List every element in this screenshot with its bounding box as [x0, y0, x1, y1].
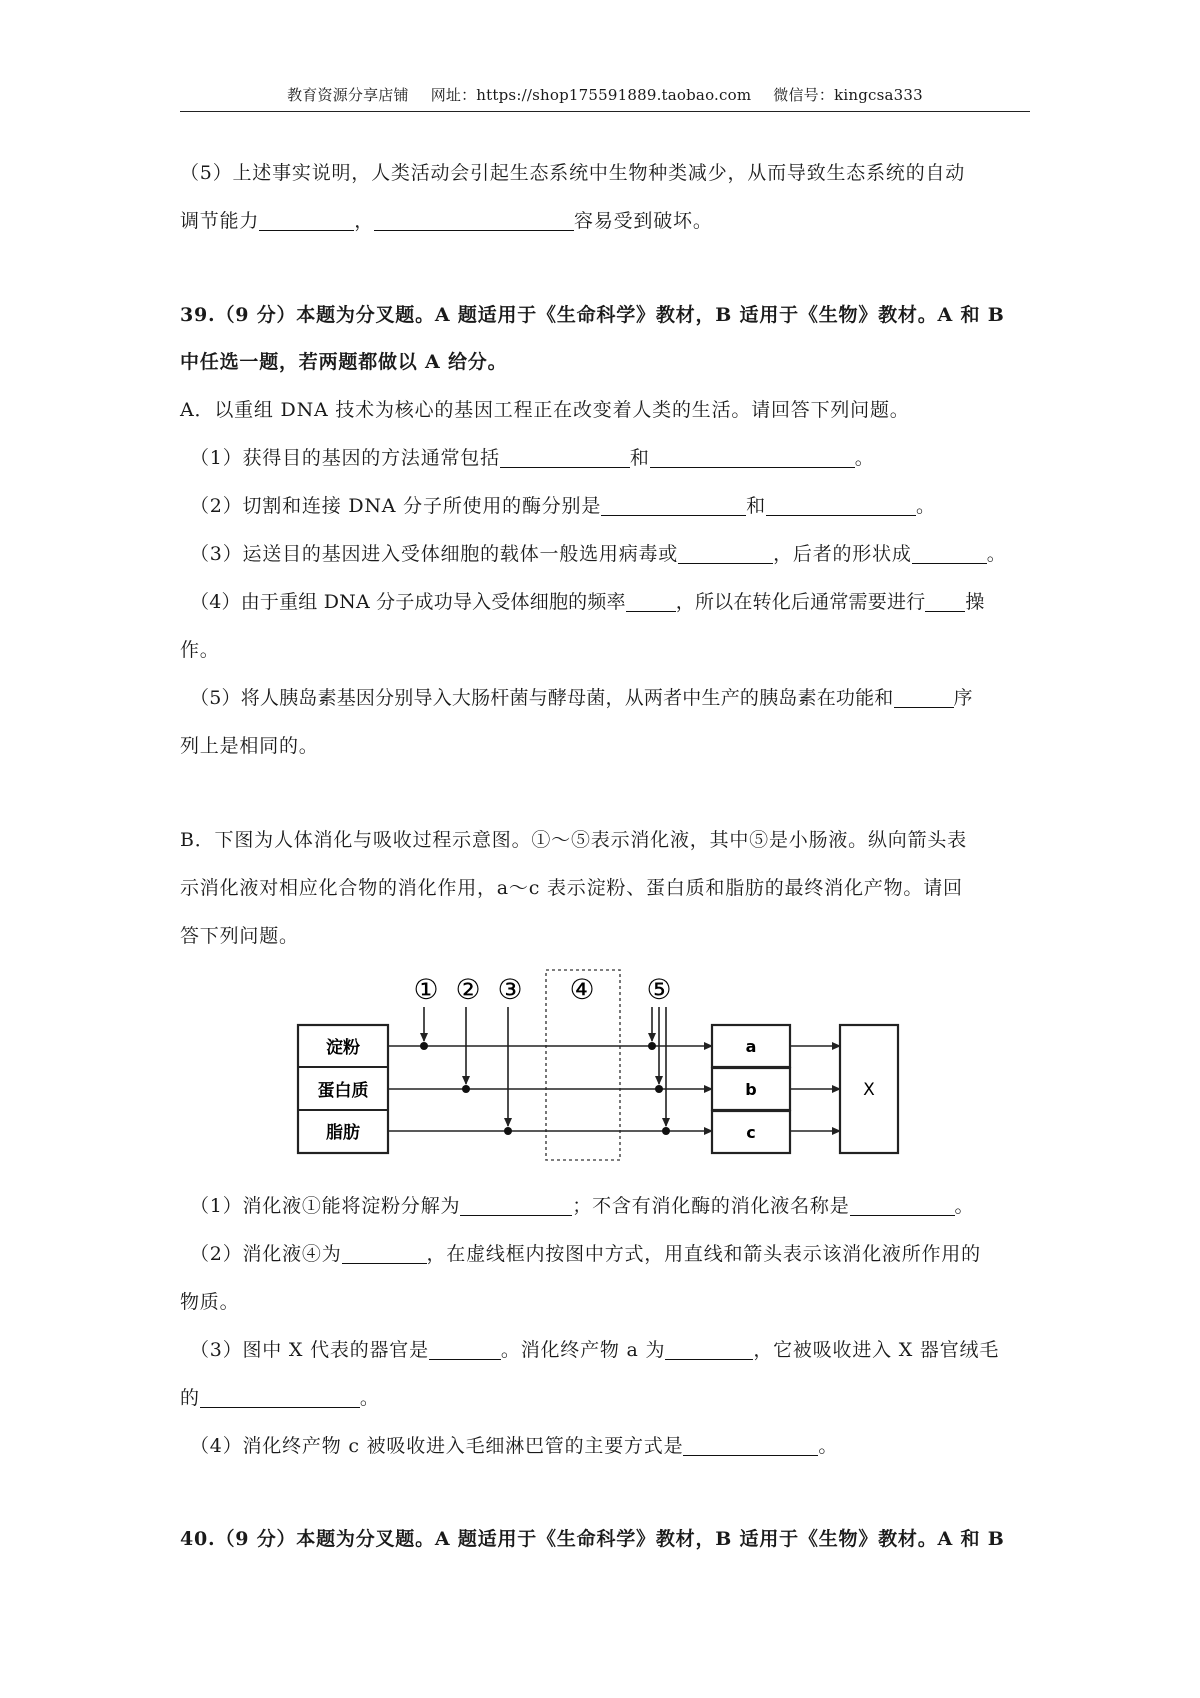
answer-blank[interactable]: [259, 210, 354, 231]
q39-b2-line2: 物质。: [180, 1291, 240, 1313]
q39-b3-line2: 的 。: [180, 1387, 380, 1409]
liquid-3-label: ③: [497, 973, 523, 1006]
q39-b4: （4）消化终产物 c 被吸收进入毛细淋巴管的主要方式是 。: [190, 1435, 839, 1457]
q39-b-intro3: 答下列问题。: [180, 925, 299, 947]
answer-blank[interactable]: [683, 1435, 818, 1456]
header-shop: 教育资源分享店铺: [287, 86, 409, 104]
header-url: 网址：https://shop175591889.taobao.com: [430, 86, 752, 104]
q39-b1: （1）消化液①能将淀粉分解为 ；不含有消化酶的消化液名称是 。: [190, 1195, 975, 1217]
answer-blank[interactable]: [850, 1195, 955, 1216]
q38-5-line1: （5）上述事实说明，人类活动会引起生态系统中生物种类减少，从而导致生态系统的自动: [180, 162, 966, 184]
substrate-protein-label: 蛋白质: [317, 1081, 369, 1101]
answer-blank[interactable]: [626, 591, 676, 612]
answer-blank[interactable]: [200, 1387, 360, 1408]
substrate-starch-label: 淀粉: [326, 1038, 360, 1058]
q39-title-line2: 中任选一题，若两题都做以 A 给分。: [180, 351, 508, 373]
action-dot: [504, 1127, 512, 1135]
q39-a1: （1）获得目的基因的方法通常包括 和 。: [190, 447, 875, 469]
product-a-label: a: [745, 1037, 757, 1056]
q39-a4-line2: 作。: [180, 639, 220, 661]
liquid-4-label: ④: [569, 973, 595, 1006]
action-dot: [648, 1042, 656, 1050]
action-dot: [420, 1042, 428, 1050]
liquid-2-label: ②: [455, 973, 481, 1006]
page-header: [180, 84, 1030, 105]
answer-blank[interactable]: [678, 543, 773, 564]
liquid-5-label: ⑤: [646, 973, 672, 1006]
q39-b3: （3）图中 X 代表的器官是 。消化终产物 a 为 ，它被吸收进入 X 器官绒毛: [190, 1339, 1000, 1361]
q40-title-line1: 40.（9 分）本题为分叉题。A 题适用于《生命科学》教材，B 适用于《生物》教材。A 和 B: [180, 1528, 1005, 1550]
substrate-fat-label: 脂肪: [326, 1123, 360, 1143]
answer-blank[interactable]: [912, 543, 987, 564]
organ-x-label: X: [863, 1080, 875, 1100]
product-c-label: c: [746, 1123, 756, 1142]
answer-blank[interactable]: [429, 1339, 501, 1360]
digestion-diagram: [294, 965, 914, 1165]
action-dot: [462, 1085, 470, 1093]
answer-blank[interactable]: [374, 210, 574, 231]
action-dot: [662, 1127, 670, 1135]
header-rule: [180, 111, 1030, 112]
q39-a5: （5）将人胰岛素基因分别导入大肠杆菌与酵母菌，从两者中生产的胰岛素在功能和 序: [190, 687, 973, 709]
q39-b-intro2: 示消化液对相应化合物的消化作用，a～c 表示淀粉、蛋白质和脂肪的最终消化产物。请回: [180, 877, 963, 899]
answer-blank[interactable]: [894, 687, 954, 708]
q39-a5-line2: 列上是相同的。: [180, 735, 319, 757]
q39-b-intro1: B．下图为人体消化与吸收过程示意图。①～⑤表示消化液，其中⑤是小肠液。纵向箭头表: [180, 829, 967, 851]
answer-blank[interactable]: [650, 447, 855, 468]
q39-a3: （3）运送目的基因进入受体细胞的载体一般选用病毒或 ，后者的形状成 。: [190, 543, 1007, 565]
product-b-label: b: [745, 1080, 757, 1099]
answer-blank[interactable]: [766, 495, 916, 516]
answer-blank[interactable]: [500, 447, 630, 468]
answer-blank[interactable]: [601, 495, 746, 516]
answer-blank[interactable]: [925, 591, 965, 612]
q39-title-line1: 39.（9 分）本题为分叉题。A 题适用于《生命科学》教材，B 适用于《生物》教材。A 和 B: [180, 304, 1005, 326]
q39-a-intro: A．以重组 DNA 技术为核心的基因工程正在改变着人类的生活。请回答下列问题。: [180, 399, 910, 421]
header-wechat: 微信号：kingcsa333: [773, 86, 923, 104]
q39-a4: （4）由于重组 DNA 分子成功导入受体细胞的频率 ，所以在转化后通常需要进行 操: [190, 591, 985, 613]
answer-blank[interactable]: [460, 1195, 572, 1216]
answer-blank[interactable]: [342, 1243, 427, 1264]
action-dot: [655, 1085, 663, 1093]
liquid-1-label: ①: [413, 973, 439, 1006]
q38-5-line2: 调节能力 ， 容易受到破坏。: [180, 210, 713, 232]
q39-b2: （2）消化液④为 ，在虚线框内按图中方式，用直线和箭头表示该消化液所作用的: [190, 1243, 981, 1265]
q39-a2: （2）切割和连接 DNA 分子所使用的酶分别是 和 。: [190, 495, 936, 517]
answer-blank[interactable]: [665, 1339, 753, 1360]
